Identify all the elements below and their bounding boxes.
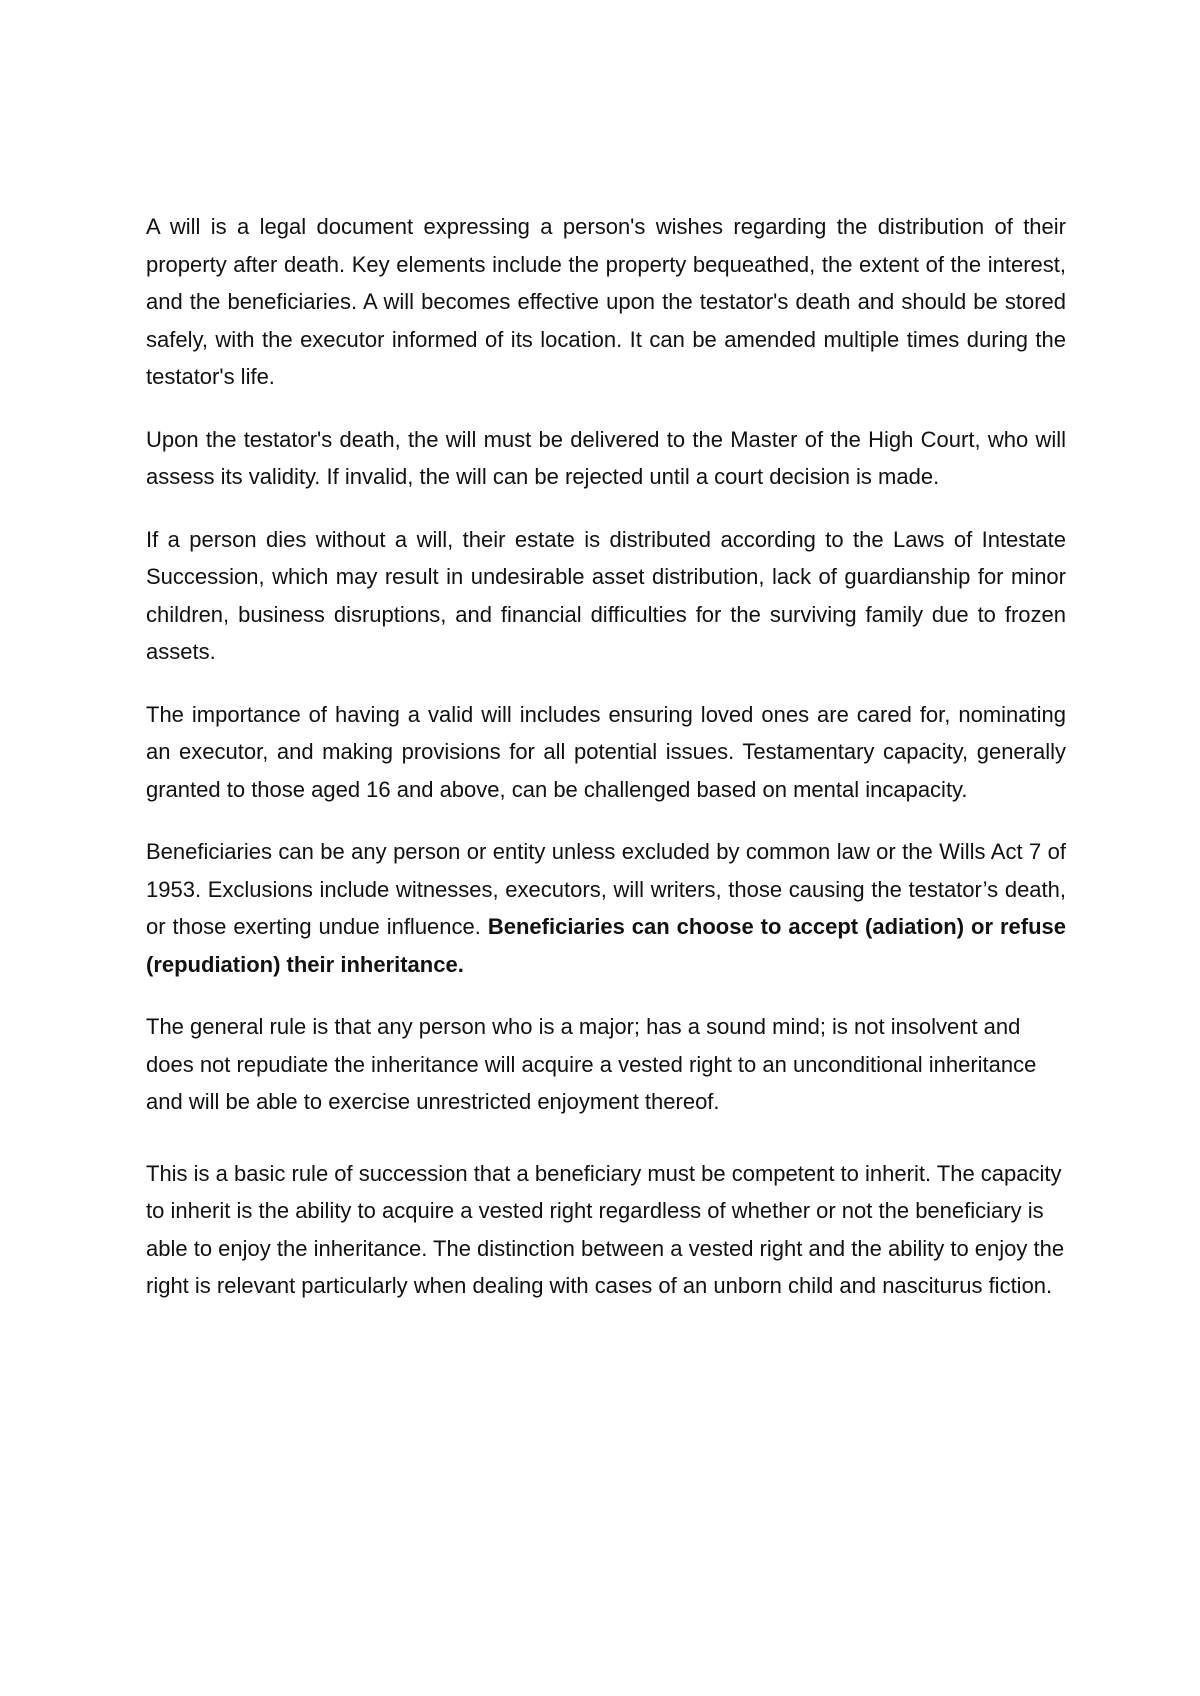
paragraph-general-rule: The general rule is that any person who is a major; has a sound mind; is not insolvent and does not repudiate the inheritance will acquire a vested right to an unconditional inheritance and will be able to exercise unrestricted enjoyment thereof.	[146, 1014, 1037, 1114]
paragraph-will-definition: A will is a legal document expressing a person's wishes regarding the distribution of their property after death. Key elements include the property bequeathed, the extent of the interest, and the beneficiaries. A will becomes effective upon the testator's death and should be stored safely, with the executor informed of its location. It can be amended multiple times during the testator's life.	[146, 214, 1066, 389]
paragraph-intestate-succession: If a person dies without a will, their estate is distributed according to the Laws of Intestate Succession, which may result in undesirable asset distribution, lack of guardianship for minor children, business disruptions, and financial difficulties for the surviving family due to frozen assets.	[146, 526, 1066, 664]
paragraph-basic-rule: This is a basic rule of succession that a beneficiary must be competent to inherit. The capacity to inherit is the ability to acquire a vested right regardless of whether or not the beneficiary is able to enjoy the inheritance. The distinction between a vested right and the ability to enjoy the right is relevant particularly when dealing with cases of an unborn child and nasciturus fiction.	[146, 1160, 1065, 1298]
paragraph-beneficiaries	[146, 833, 1066, 983]
beneficiaries-text: Beneficiaries can be any person or entity unless excluded by common law or the Wills Act 7 of 1953. Exclusions include witnesses, executors, will writers, those causing the testator’s death, or those exerting undue influence.	[146, 839, 1066, 939]
paragraph-master-high-court: Upon the testator's death, the will must be delivered to the Master of the High Court, who will assess its validity. If invalid, the will can be rejected until a court decision is made.	[146, 426, 1066, 489]
paragraph-importance-valid-will: The importance of having a valid will includes ensuring loved ones are cared for, nominating an executor, and making provisions for all potential issues. Testamentary capacity, generally granted to those aged 16 and above, can be challenged based on mental incapacity.	[146, 701, 1066, 802]
beneficiaries-bold-text: Beneficiaries can choose to accept (adiation) or refuse (repudiation) their inheritance.	[146, 914, 1067, 977]
document-body	[146, 208, 1066, 1330]
